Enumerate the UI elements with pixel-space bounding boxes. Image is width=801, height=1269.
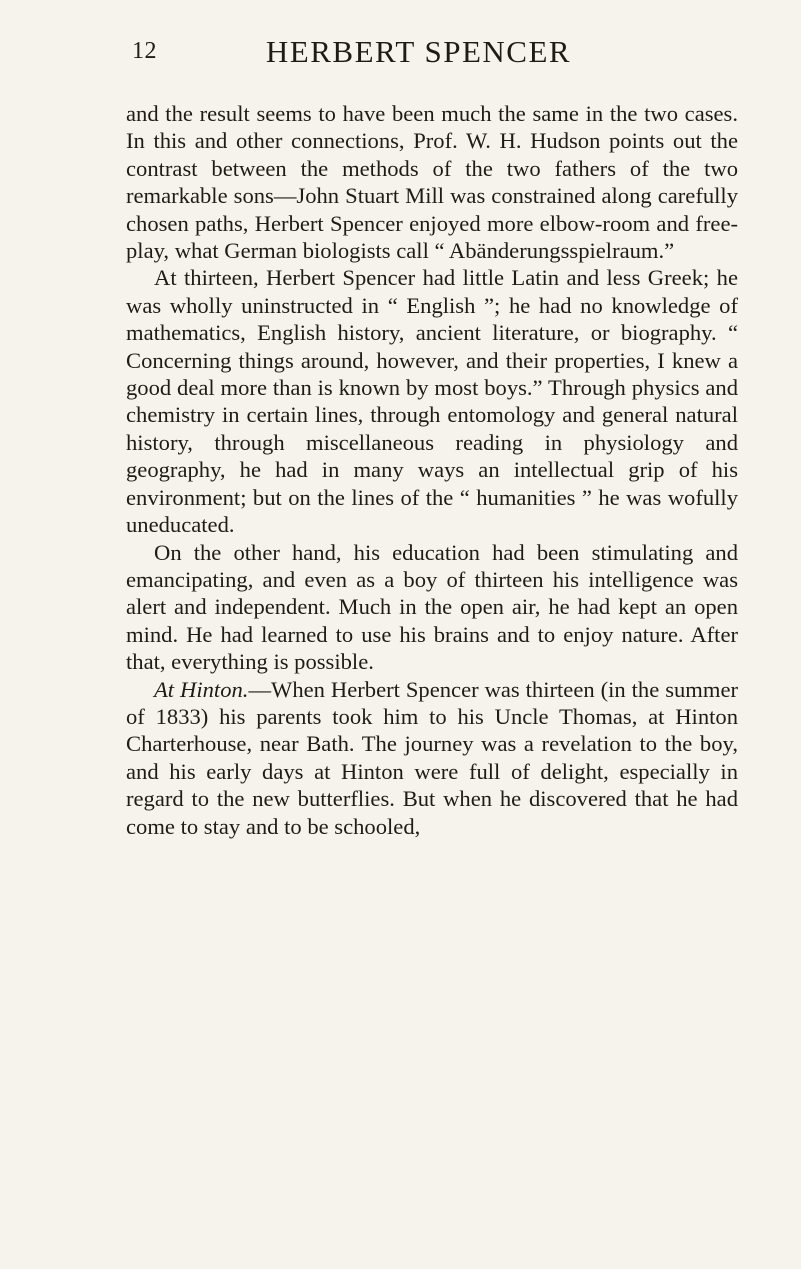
section-side-head: At Hinton. (154, 676, 249, 702)
paragraph-1 (126, 100, 738, 264)
paragraph-3-text: On the other hand, his education had been stimulating and emancipating, and even as a boy of thirteen his intelligence was alert and independent. Much in the open air, he had kept an open mind. He had learned to use his brains and to enjoy nature. After that, everything is possible. (126, 539, 738, 675)
paragraph-3 (126, 539, 738, 676)
paragraph-2 (126, 264, 738, 538)
paragraph-1-text: and the result seems to have been much the same in the two cases. In this and other connections, Prof. W. H. Hudson points out the contrast between the methods of the two fathers of the two remarkable sons—John Stuart Mill was constrained along carefully chosen paths, Herbert Spencer enjoyed more elbow-room and free-play, what German biologists call “ Abänderungsspielraum.” (126, 101, 738, 264)
body-text (126, 100, 738, 840)
running-title: HERBERT SPENCER (265, 34, 572, 69)
page-number: 12 (132, 38, 157, 64)
paragraph-4-text: —When Herbert Spencer was thirteen (in the summer of 1833) his parents took him to his Uncle Thomas, at Hinton Charterhouse, near Bath. The journey was a revelation to the boy, and his early days at Hinton were full of delight, especially in regard to the new butterflies. But when he discovered that he had come to stay and to be schooled, (126, 676, 738, 839)
paragraph-2-text: At thirteen, Herbert Spencer had little Latin and less Greek; he was wholly uninstructed in “ English ”; he had no knowledge of mathematics, English history, ancient literature, or biography. “ Concerning things around, however, and their properties, I knew a good deal more than is known by most boys.” Through physics and chemistry in certain lines, through entomology and general natural history, through miscellaneous reading in physiology and geography, he had in many ways an intellectual grip of his environment; but on the lines of the “ humanities ” he was wofully uneducated. (126, 265, 738, 538)
paragraph-4 (126, 676, 738, 840)
running-head (0, 34, 801, 74)
